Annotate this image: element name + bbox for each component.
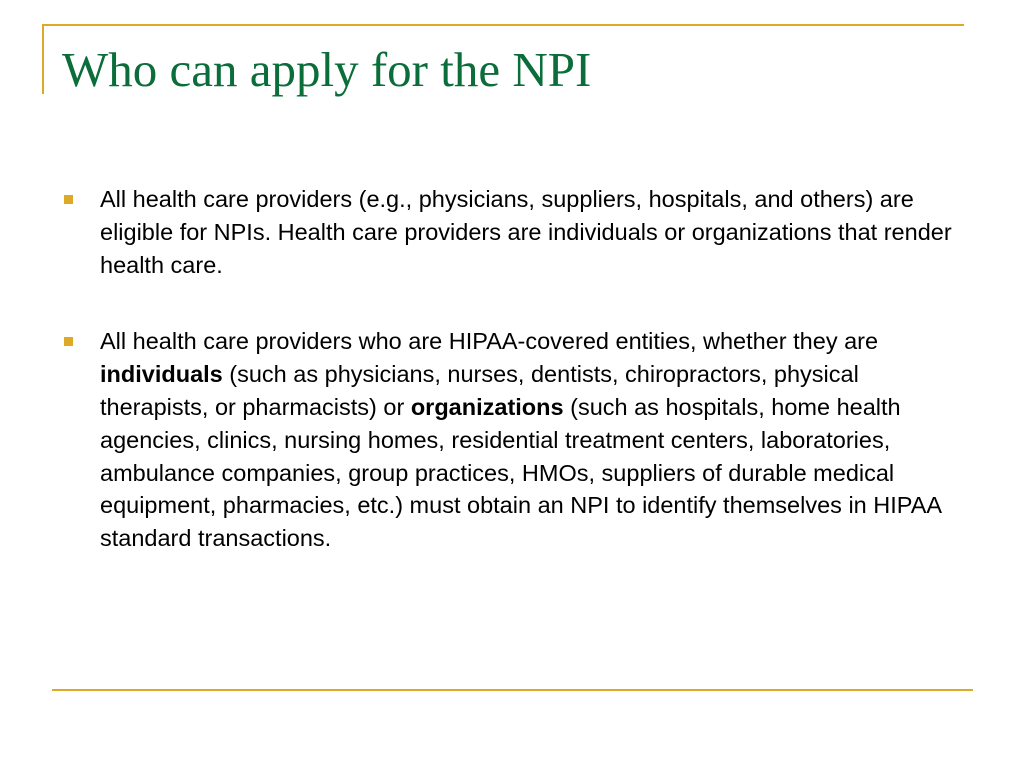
square-bullet-icon [64,195,73,204]
frame-bottom-line [52,689,973,691]
bullet-item-eligible-providers [64,183,964,281]
bullet-text-bold-individuals: individuals [100,361,223,388]
frame-vertical-line [42,24,44,94]
frame-top-line [42,24,964,26]
bullet-text-bold-organizations: organizations [410,393,564,420]
bullet-text-part: All health care providers who are HIPAA-covered entities, whether they are [100,328,879,355]
bullet-text-part: (such as hospitals, home health agencies, clinics, nursing homes, residential treatment centers, laboratories, ambulance companies, group practices, HMOs, suppliers of durable medical equipment, pharmacies, etc.) must obtain an NPI to identify themselves in HIPAA standard transactions. [100,393,941,552]
slide-title: Who can apply for the NPI [62,42,592,97]
bullet-item-hipaa-covered-entities [64,325,964,555]
square-bullet-icon [64,337,73,346]
bullet-list [64,183,964,555]
bullet-text-part: (such as physicians, nurses, dentists, chiropractors, physical therapists, or pharmacists) or [100,361,859,420]
bullet-text: All health care providers (e.g., physicians, suppliers, hospitals, and others) are eligible for NPIs. Health care providers are individuals or organizations that render health care. [100,186,952,278]
